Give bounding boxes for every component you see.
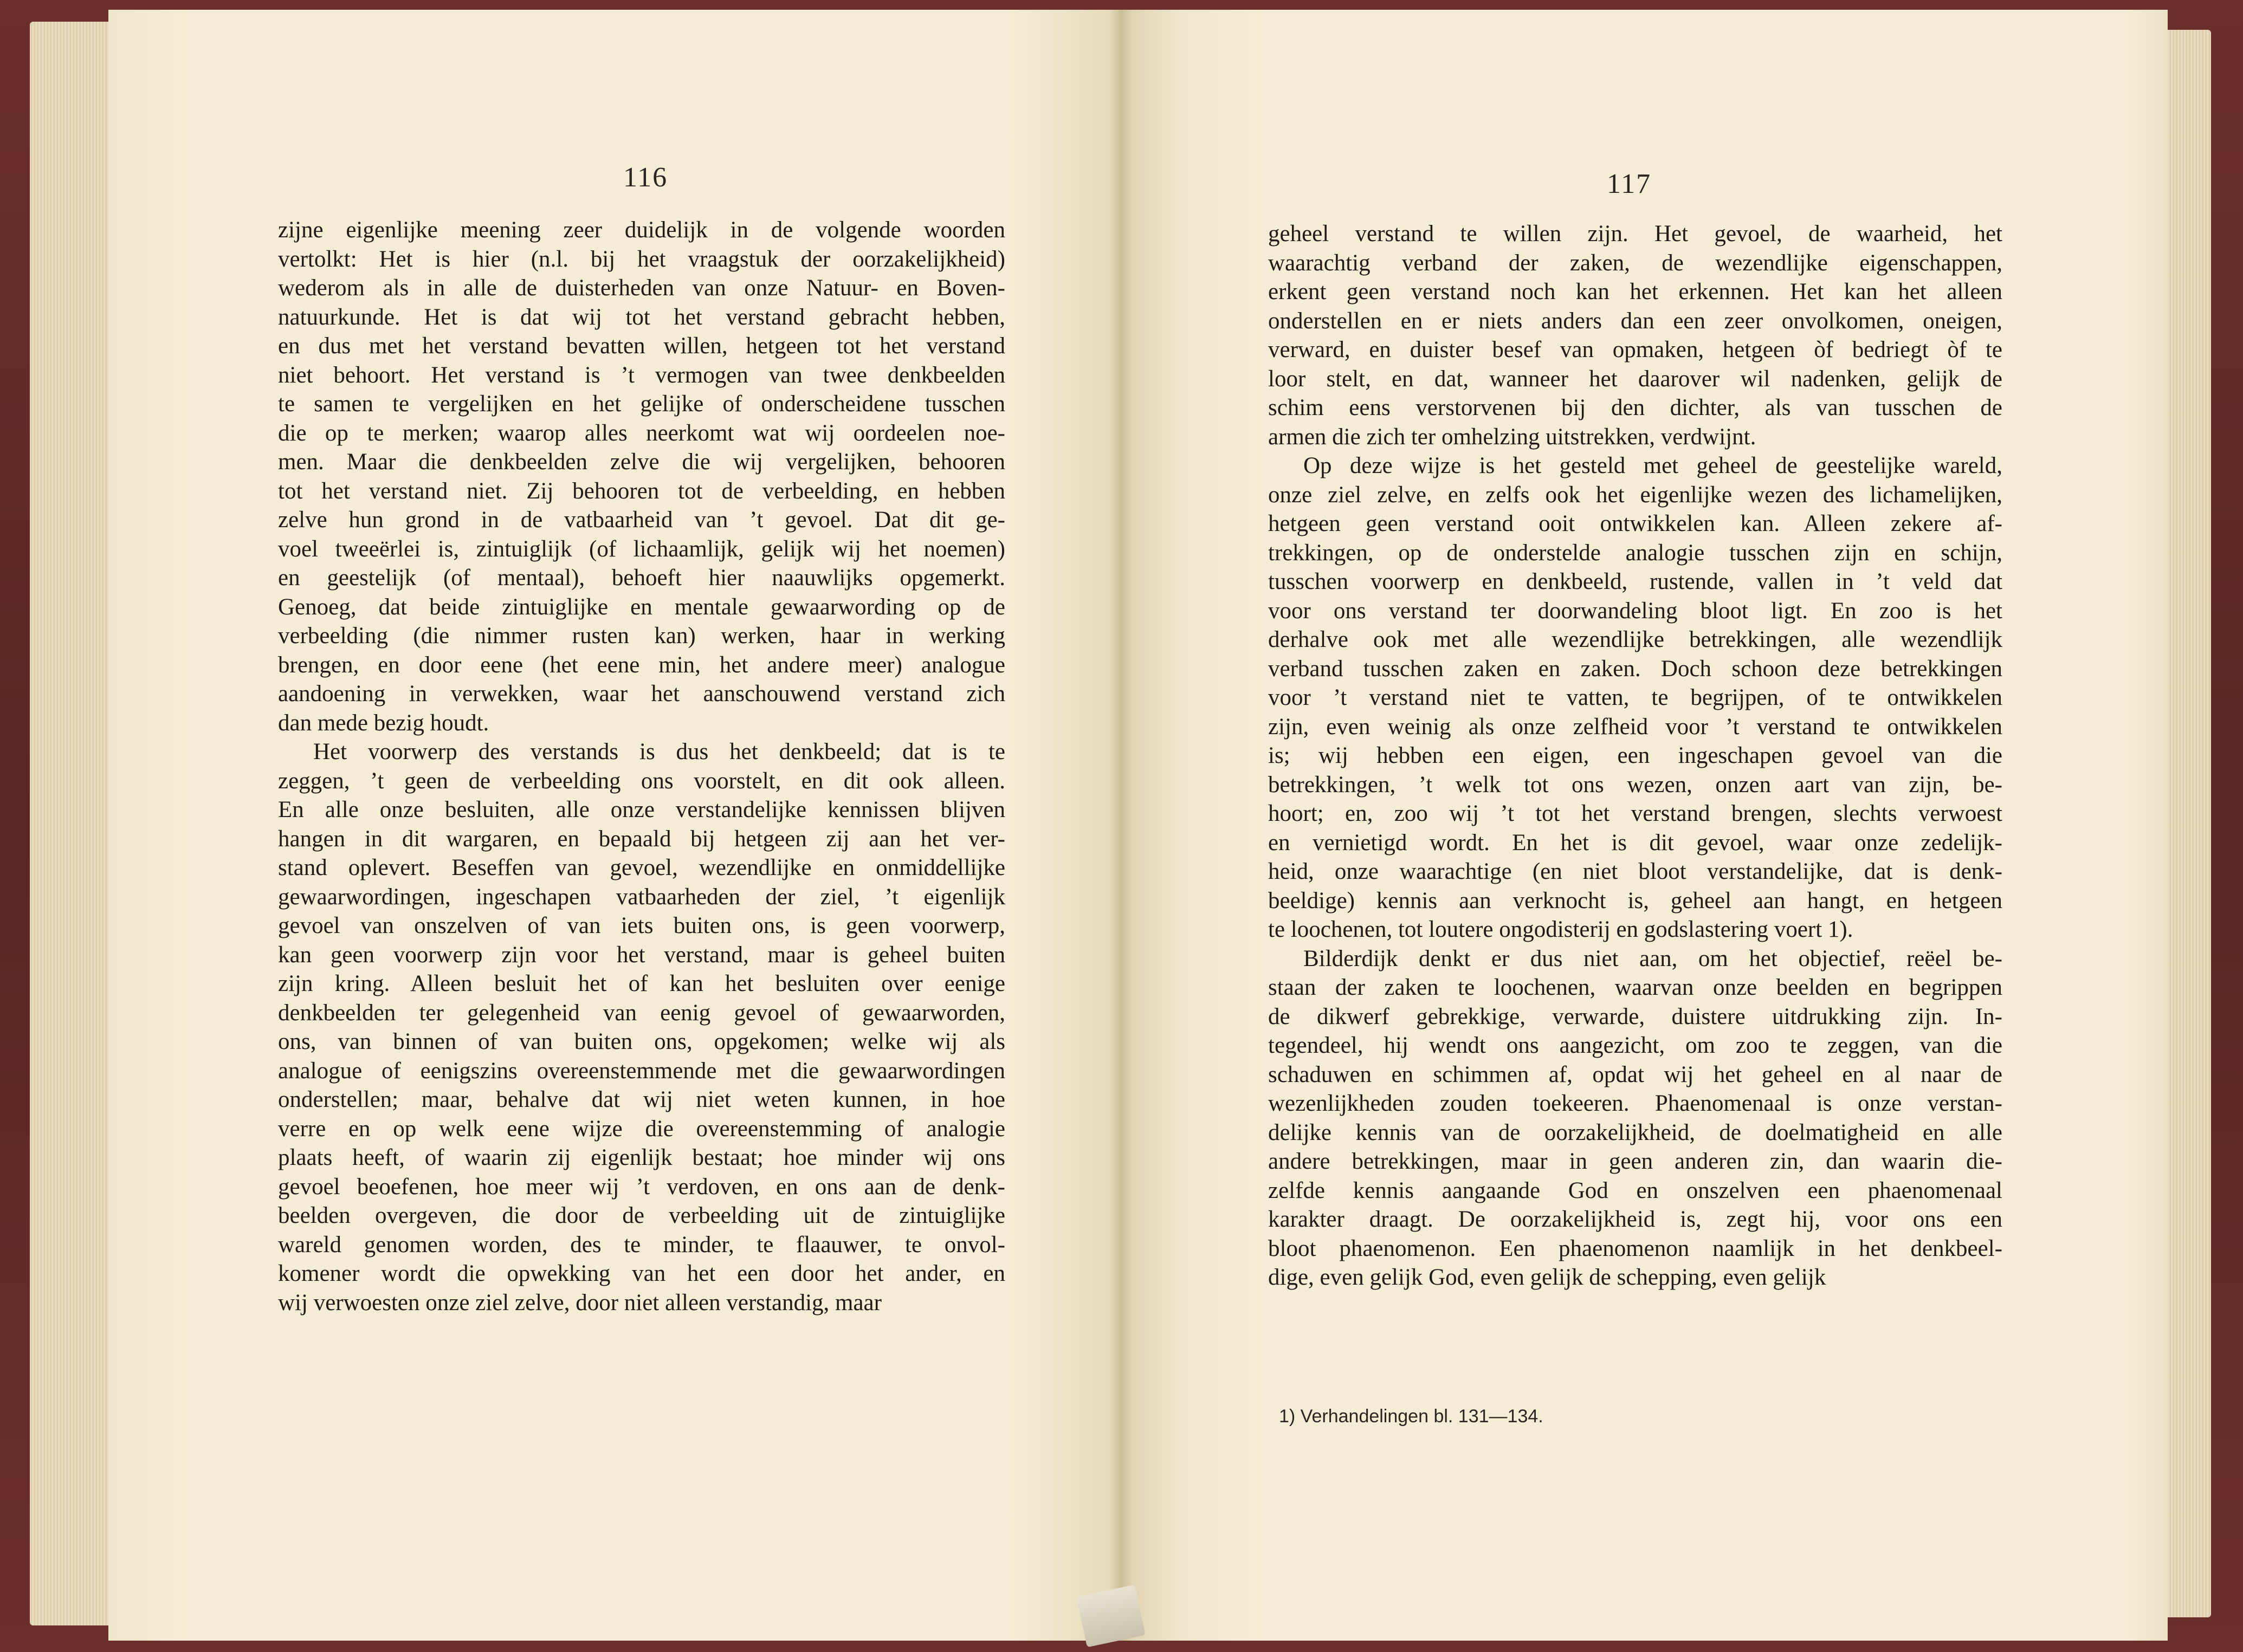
page-number-left: 116 [623, 162, 668, 193]
left_page-line: zijn kring. Alleen besluit het of kan het besluiten over eenige [278, 971, 1005, 996]
right_page-line: en vernietigd wordt. En het is dit gevoel, waar onze zedelijk- [1268, 830, 2002, 856]
left_page-line: Het voorwerp des verstands is dus het denkbeeld; dat is te [313, 739, 1005, 765]
right_page-line: andere betrekkingen, maar in geen anderen zin, dan waarin die- [1268, 1149, 2002, 1174]
left_page-line: die op te merken; waarop alles neerkomt wat wij oordeelen noe- [278, 420, 1005, 446]
right_page-line: voor ons verstand ter doorwandeling bloot ligt. En zoo is het [1268, 598, 2002, 624]
left_page-line: te samen te vergelijken en het gelijke of onderscheidene tusschen [278, 391, 1005, 417]
right_page-line: loor stelt, en dat, wanneer het daarover wil nadenken, gelijk de [1268, 366, 2002, 392]
right_page-line: bloot phaenomenon. Een phaenomenon naamlijk in het denkbeel- [1268, 1235, 2002, 1261]
right_page-line: derhalve ook met alle wezendlijke betrekkingen, alle wezendlijk [1268, 627, 2002, 652]
right_page-line: onderstellen en er niets anders dan een zeer onvolkomen, oneigen, [1268, 308, 2002, 334]
right_page-line: verward, en duister besef van opmaken, hetgeen òf bedriegt òf te [1268, 337, 2002, 362]
right_page-line: tegendeel, hij wendt ons aangezicht, om zoo te zeggen, van die [1268, 1033, 2002, 1058]
left_page-line: gevoel van onszelven of van iets buiten ons, is geen voorwerp, [278, 913, 1005, 938]
left-page-text [278, 216, 1005, 1317]
left_page-line: beelden overgeven, die door de verbeelding uit de zintuiglijke [278, 1203, 1005, 1228]
page-number-right: 117 [1607, 169, 1652, 199]
right_page-line: is; wij hebben een eigen, een ingeschapen gevoel van die [1268, 743, 2002, 768]
right_page-line: wezenlijkheden zouden toekeeren. Phaenomenaal is onze verstan- [1268, 1091, 2002, 1116]
right_page-line: erkent geen verstand noch kan het erkennen. Het kan het alleen [1268, 279, 2002, 305]
left_page-line: zijne eigenlijke meening zeer duidelijk in de volgende woorden [278, 217, 1005, 243]
left_page-line: en geestelijk (of mentaal), behoeft hier naauwlijks opgemerkt. [278, 565, 1005, 591]
left_page-line: analogue of eenigszins overeenstemmende met die gewaarwordingen [278, 1058, 1005, 1084]
footnote: 1) Verhandelingen bl. 131—134. [1279, 1406, 1543, 1427]
left_page-line: men. Maar die denkbeelden zelve die wij vergelijken, behooren [278, 449, 1005, 475]
left_page-line: niet behoort. Het verstand is ’t vermogen van twee denkbeelden [278, 362, 1005, 388]
right_page-line: geheel verstand te willen zijn. Het gevoel, de waarheid, het [1268, 221, 2002, 247]
right_page-line: Op deze wijze is het gesteld met geheel de geestelijke wareld, [1303, 453, 2002, 478]
right_page-line: staan der zaken te loochenen, waarvan onze beelden en begrippen [1268, 975, 2002, 1000]
right_page-line: schim eens verstorvenen bij den dichter, als van tusschen de [1268, 395, 2002, 420]
left_page-line: voel tweeërlei is, zintuiglijk (of lichaamlijk, gelijk wij het noemen) [278, 536, 1005, 562]
book-gutter [1111, 10, 1133, 1641]
right_page-line: waarachtig verband der zaken, de wezendlijke eigenschappen, [1268, 250, 2002, 276]
left_page-line: gevoel beoefenen, hoe meer wij ’t verdoven, en ons aan de denk- [278, 1174, 1005, 1200]
right_page-line: beeldige) kennis aan verknocht is, geheel aan hangt, en hetgeen [1268, 887, 2002, 914]
left_page-line: denkbeelden ter gelegenheid van eenig gevoel of gewaarworden, [278, 1000, 1005, 1026]
left_page-line: tot het verstand niet. Zij behooren tot de verbeelding, en hebben [278, 478, 1005, 504]
left_page-line: onderstellen; maar, behalve dat wij niet weten kunnen, in hoe [278, 1087, 1005, 1112]
left_page-line: hangen in dit wargaren, en bepaald bij hetgeen zij aan het ver- [278, 826, 1005, 852]
left_page-line: komener wordt die opwekking van het een door het ander, en [278, 1261, 1005, 1286]
left_page-line: dan mede bezig houdt. [278, 710, 489, 736]
right_page-line: tusschen voorwerp en denkbeeld, rustende, vallen in ’t veld dat [1268, 569, 2002, 594]
right_page-line: hoort; en, zoo wij ’t tot het verstand brengen, slechts verwoest [1268, 801, 2002, 826]
left_page-line: En alle onze besluiten, alle onze verstandelijke kennissen blijven [278, 797, 1005, 822]
right_page-line: schaduwen en schimmen af, opdat wij het geheel en al naar de [1268, 1061, 2002, 1087]
right_page-line: te loochenen, tot loutere ongodisterij en godslastering voert 1). [1268, 917, 1853, 942]
left_page-line: wederom als in alle de duisterheden van onze Natuur- en Boven- [278, 275, 1005, 301]
left_page-line: verre en op welk eene wijze die overeenstemming of analogie [278, 1116, 1005, 1142]
page-edges-left [30, 22, 111, 1625]
left_page-line: wij verwoesten onze ziel zelve, door niet alleen verstandig, maar [278, 1290, 882, 1316]
left_page-line: Genoeg, dat beide zintuiglijke en mentale gewaarwording op de [278, 594, 1005, 620]
left_page-line: brengen, en door eene (het eene min, het andere meer) analogue [278, 652, 1005, 678]
left_page-line: aandoening in verwekken, waar het aanschouwend verstand zich [278, 681, 1005, 707]
right_page-line: verband tusschen zaken en zaken. Doch schoon deze betrekkingen [1268, 656, 2002, 682]
right_page-line: heid, onze waarachtige (en niet bloot verstandelijke, dat is denk- [1268, 859, 2002, 884]
right_page-line: de dikwerf gebrekkige, verwarde, duistere uitdrukking zijn. In- [1268, 1003, 2002, 1029]
left_page-line: gewaarwordingen, ingeschapen vatbaarheden der ziel, ’t eigenlijk [278, 884, 1005, 910]
right_page-line: voor ’t verstand niet te vatten, te begrijpen, of te ontwikkelen [1268, 685, 2002, 710]
page-edges-right [2162, 30, 2211, 1617]
left_page-line: vertolkt: Het is hier (n.l. bij het vraagstuk der oorzakelijkheid) [278, 246, 1005, 272]
right_page-line: karakter draagt. De oorzakelijkheid is, zegt hij, voor ons een [1268, 1207, 2002, 1232]
left_page-line: kan geen voorwerp zijn voor het verstand, maar is geheel buiten [278, 942, 1005, 968]
left_page-line: zelve hun grond in de vatbaarheid van ’t gevoel. Dat dit ge- [278, 507, 1005, 533]
left_page-line: stand oplevert. Beseffen van gevoel, wezendlijke en onmiddellijke [278, 855, 1005, 880]
right_page-line: zijn, even weinig als onze zelfheid voor ’t verstand te ontwikkelen [1268, 714, 2002, 740]
left_page-line: verbeelding (die nimmer rusten kan) werken, haar in werking [278, 623, 1005, 649]
right_page-line: armen die zich ter omhelzing uitstrekken, verdwijnt. [1268, 424, 1756, 450]
right_page-line: onze ziel zelve, en zelfs ook het eigenlijke wezen des lichamelijken, [1268, 482, 2002, 508]
right_page-line: delijke kennis van de oorzakelijkheid, de doelmatigheid en alle [1268, 1119, 2002, 1145]
right_page-line: betrekkingen, ’t welk tot ons wezen, onzen aart van zijn, be- [1268, 772, 2002, 798]
right_page-line: trekkingen, op de onderstelde analogie tusschen zijn en schijn, [1268, 540, 2002, 566]
right_page-line: hetgeen geen verstand ooit ontwikkelen kan. Alleen zekere af- [1268, 511, 2002, 536]
right-page-text [1268, 219, 2002, 1292]
right_page-line: dige, even gelijk God, even gelijk de schepping, even gelijk [1268, 1265, 1826, 1290]
left_page-line: natuurkunde. Het is dat wij tot het verstand gebracht hebben, [278, 304, 1005, 330]
right_page-line: Bilderdijk denkt er dus niet aan, om het objectief, reëel be- [1303, 945, 2002, 971]
left_page-line: plaats heeft, of waarin zij eigenlijk bestaat; hoe minder wij ons [278, 1145, 1005, 1170]
left_page-line: zeggen, ’t geen de verbeelding ons voorstelt, en dit ook alleen. [278, 768, 1005, 794]
left_page-line: en dus met het verstand bevatten willen, hetgeen tot het verstand [278, 333, 1005, 359]
left_page-line: wareld genomen worden, des te minder, te flaauwer, te onvol- [278, 1232, 1005, 1258]
left_page-line: ons, van binnen of van buiten ons, opgekomen; welke wij als [278, 1029, 1005, 1054]
right_page-line: zelfde kennis aangaande God en onszelven een phaenomenaal [1268, 1177, 2002, 1203]
